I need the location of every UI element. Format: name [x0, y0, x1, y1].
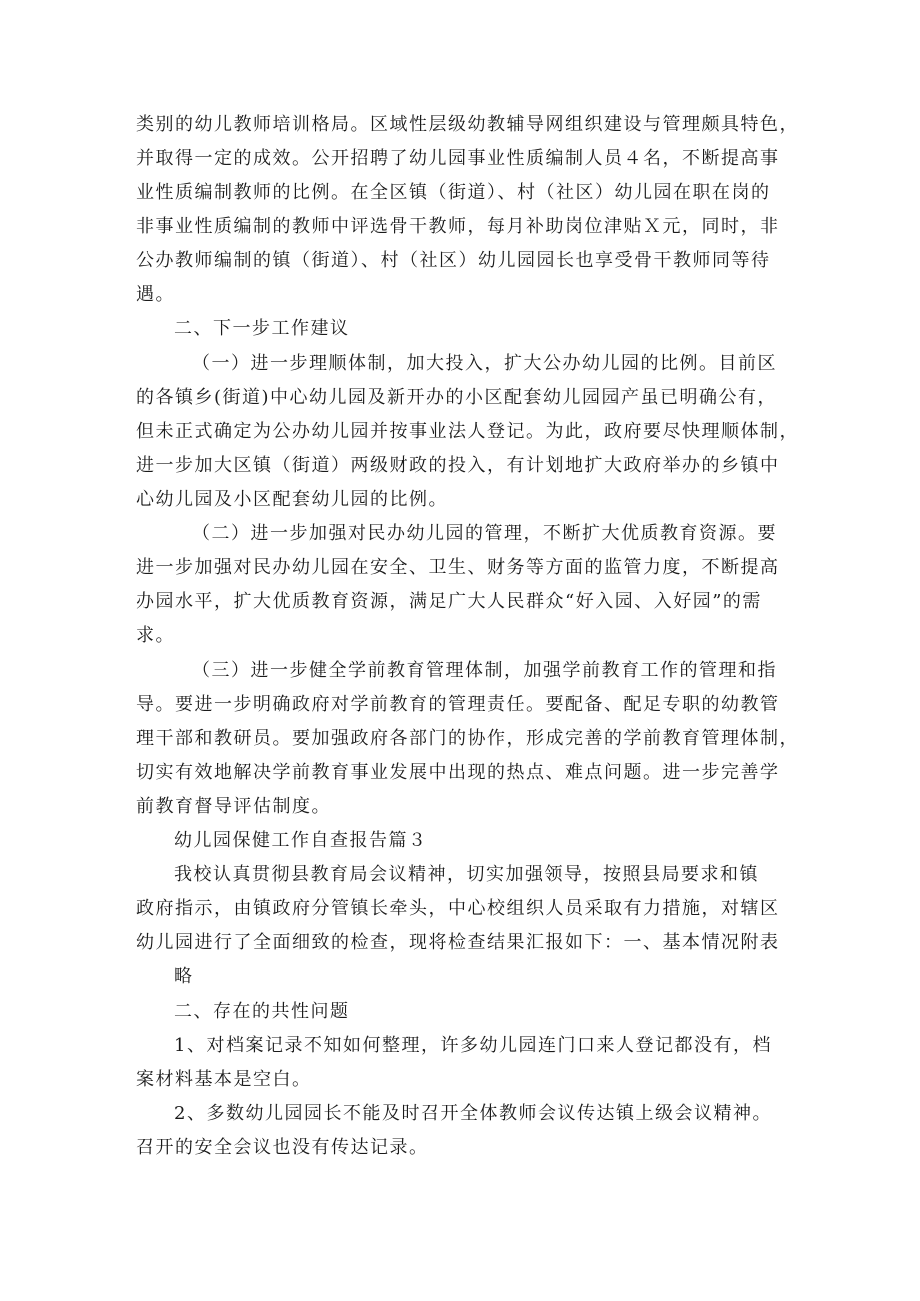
- text-line: 政府指示，由镇政府分管镇长牵头，中心校组织人员采取有力措施，对辖区: [136, 898, 780, 919]
- text-line: 求。: [136, 625, 175, 646]
- text-line: 公办教师编制的镇（街道）、村（社区）幼儿园园长也享受骨干教师同等待: [136, 250, 771, 271]
- text-line: 的各镇乡(街道)中心幼儿园及新开办的小区配套幼儿园园产虽已明确公有，: [136, 387, 778, 408]
- text-line: 但未正式确定为公办幼儿园并按事业法人登记。为此，政府要尽快理顺体制，: [136, 421, 799, 442]
- text-line: （三）进一步健全学前教育管理体制，加强学前教育工作的管理和指: [192, 660, 777, 681]
- section-heading: 二、下一步工作建议: [174, 318, 350, 339]
- text-line: 理干部和教研员。要加强政府各部门的协作，形成完善的学前教育管理体制，: [136, 728, 799, 749]
- text-line: （二）进一步加强对民办幼儿园的管理，不断扩大优质教育资源。要: [192, 523, 777, 544]
- text-line: 幼儿园进行了全面细致的检查，现将检查结果汇报如下：一、基本情况附表: [136, 932, 780, 953]
- text-line: 非事业性质编制的教师中评选骨干教师，每月补助岗位津贴Ｘ元，同时，非: [136, 216, 780, 237]
- text-line: 我校认真贯彻县教育局会议精神，切实加强领导，按照县局要求和镇: [174, 864, 759, 885]
- text-line: 心幼儿园及小区配套幼儿园的比例。: [136, 489, 448, 510]
- section-heading: 二、存在的共性问题: [174, 1001, 350, 1022]
- text-line: 办园水平，扩大优质教育资源，满足广大人民群众“好入园、入好园”的需: [136, 591, 762, 612]
- section-heading: 幼儿园保健工作自查报告篇３: [174, 830, 428, 851]
- text-line: 并取得一定的成效。公开招聘了幼儿园事业性质编制人员４名，不断提高事: [136, 148, 780, 169]
- text-line: 遇。: [136, 284, 175, 305]
- text-line: 类别的幼儿教师培训格局。区域性层级幼教辅导网组织建设与管理颇具特色，: [136, 114, 799, 135]
- text-line: （一）进一步理顺体制，加大投入，扩大公办幼儿园的比例。目前区: [192, 353, 777, 374]
- text-line: 切实有效地解决学前教育事业发展中出现的热点、难点问题。进一步完善学: [136, 762, 780, 783]
- text-line: 2、多数幼儿园园长不能及时召开全体教师会议传达镇上级会议精神。: [174, 1103, 772, 1124]
- text-line: 进一步加大区镇（街道）两级财政的投入，有计划地扩大政府举办的乡镇中: [136, 455, 780, 476]
- text-line: 进一步加强对民办幼儿园在安全、卫生、财务等方面的监管力度，不断提高: [136, 557, 780, 578]
- text-line: 前教育督导评估制度。: [136, 796, 331, 817]
- text-line: 1、对档案记录不知如何整理，许多幼儿园连门口来人登记都没有，档: [174, 1035, 772, 1056]
- text-line: 业性质编制教师的比例。在全区镇（街道）、村（社区）幼儿园在职在岗的: [136, 182, 771, 203]
- text-line: 略: [174, 966, 194, 987]
- text-line: 召开的安全会议也没有传达记录。: [136, 1137, 429, 1158]
- text-line: 案材料基本是空白。: [136, 1069, 312, 1090]
- text-line: 导。要进一步明确政府对学前教育的管理责任。要配备、配足专职的幼教管: [136, 694, 780, 715]
